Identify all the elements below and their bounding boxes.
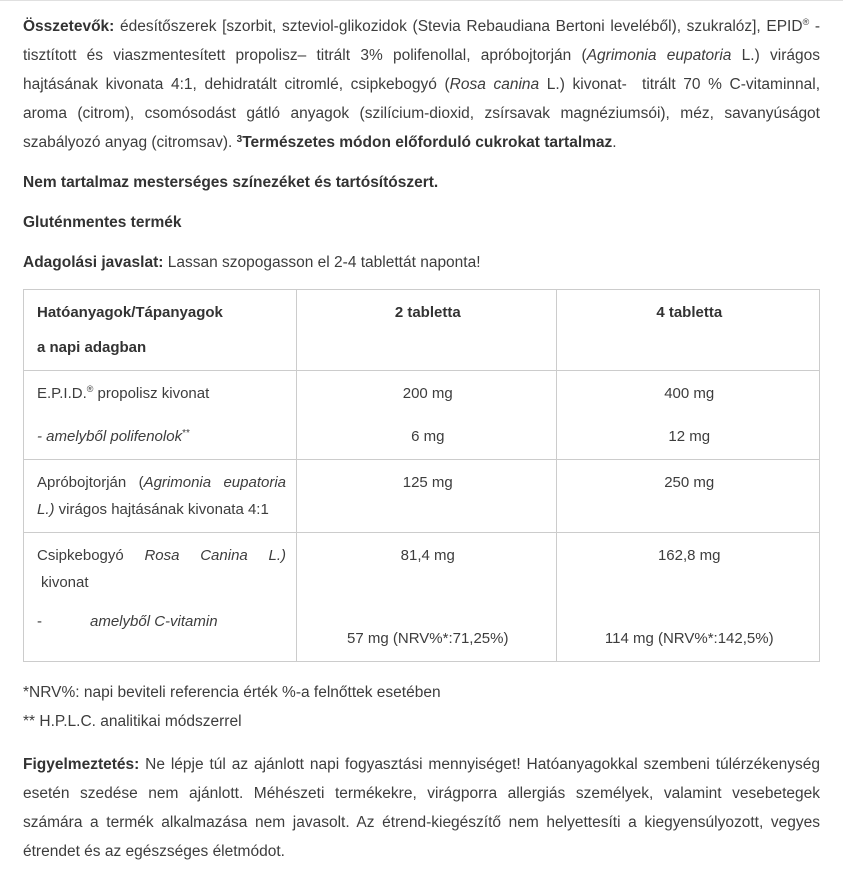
cell-epid-label <box>24 371 297 460</box>
nutrition-table <box>23 289 820 662</box>
cvitamin-4tab-value: 114 mg (NRV%*:142,5%) <box>604 630 774 647</box>
table-row-rosehip <box>24 533 820 662</box>
agrimony-latin-line1: Agrimonia eupatoria <box>143 474 287 491</box>
footnote-hplc: ** H.P.L.C. analitikai módszerrel <box>23 713 242 730</box>
latin-name-agrimonia: Agrimonia eupatoria <box>586 47 732 64</box>
table-row-epid-propolis <box>24 371 820 460</box>
cell-agrimony-2tab: 125 mg <box>297 460 556 533</box>
gluten-free-statement: Gluténmentes termék <box>23 214 182 231</box>
ingredients-text-2: - tisztított és viaszmentesített propolisz– titrált 3% polifenollal, apróbojtorján ( <box>23 18 820 64</box>
cell-rosehip-2tab <box>297 533 556 662</box>
agrimony-desc: virágos hajtásának kivonata 4:1 <box>54 501 269 518</box>
header-line-1: Hatóanyagok/Tápanyagok <box>37 304 223 321</box>
rosehip-name: Csipkebogyó <box>37 547 124 564</box>
epid-name-rest: propolisz kivonat <box>93 385 210 402</box>
polyphenols-4tab-value: 12 mg <box>668 428 711 445</box>
epid-registered-sup: ® <box>86 384 94 394</box>
polyphenols-subline: - amelyből polifenolok <box>37 428 183 445</box>
epid-2tab-value: 200 mg <box>402 385 453 402</box>
no-artificial-colorants-statement: Nem tartalmaz mesterséges színezéket és tartósítószert. <box>23 174 439 191</box>
cell-epid-2tab <box>297 371 556 460</box>
ingredients-text-1: édesítőszerek [szorbit, szteviol-glikozidok (Stevia Rebaudiana Bertoni leveléből), szukralóz], EPID <box>114 18 803 35</box>
footnotes <box>23 678 820 736</box>
cell-agrimony-label <box>24 460 297 533</box>
ingredients-text-3: L.) virágos hajtásának kivonata 4:1, dehidratált citromlé, csipkebogyó ( <box>23 47 820 93</box>
table-row-agrimony <box>24 460 820 533</box>
dosage-text: Lassan szopogasson el 2-4 tablettát naponta! <box>163 254 481 271</box>
cvitamin-2tab-value: 57 mg (NRV%*:71,25%) <box>347 630 509 647</box>
ingredients-text-4: L.) kivonat- titrált 70 % C-vitaminnal, aroma (citrom), csomósodást gátló anyagok (szilícium-dioxid, zsírsavak magnéziumsói), méz, savanyúságot szabályozó anyag (citromsav). <box>23 76 820 151</box>
cell-epid-4tab <box>556 371 820 460</box>
ingredients-paragraph <box>23 12 820 157</box>
footnote-nrv: *NRV%: napi beviteli referencia érték %-a felnőttek esetében <box>23 684 441 701</box>
agrimony-name: Apróbojtorján ( <box>37 474 144 491</box>
table-header-row <box>24 290 820 371</box>
cell-agrimony-4tab: 250 mg <box>556 460 820 533</box>
header-cell-active-ingredients <box>24 290 297 371</box>
epid-4tab-value: 400 mg <box>664 385 715 402</box>
registered-trademark-sup: ® <box>802 17 810 27</box>
warning-paragraph <box>23 750 820 866</box>
rosehip-4tab-value: 162,8 mg <box>657 547 721 564</box>
sentence-period: . <box>612 134 617 151</box>
footnote-3-sup: 3 <box>236 134 243 145</box>
cell-rosehip-label <box>24 533 297 662</box>
double-asterisk-sup: ** <box>182 428 190 439</box>
rosehip-name-2: kivonat <box>41 574 89 591</box>
dosage-label: Adagolási javaslat: <box>23 254 164 271</box>
warning-label: Figyelmeztetés: <box>23 756 140 773</box>
dosage-paragraph <box>23 248 820 277</box>
latin-name-rosa-canina: Rosa canina <box>449 76 540 93</box>
natural-sugars-statement: Természetes módon előforduló cukrokat tartalmaz <box>242 134 613 151</box>
cell-rosehip-4tab <box>556 533 820 662</box>
cvitamin-subline: amelyből C-vitamin <box>90 613 218 630</box>
rosehip-latin: Rosa Canina L.) <box>144 547 287 564</box>
cvitamin-dash: - <box>37 613 42 630</box>
warning-text: Ne lépje túl az ajánlott napi fogyasztási mennyiséget! Hatóanyagokkal szembeni túlérzékenység esetén szedése nem ajánlott. Méhészeti termékekre, virágporra allergiás személyek, valamint vesebetegek számára a termék alkalmazása nem javasolt. Az étrend-kiegészítő nem helyettesíti a kiegyensúlyozott, vegyes étrendet és az egészséges életmódot. <box>23 756 820 860</box>
header-cell-2-tablets: 2 tabletta <box>297 290 556 371</box>
header-line-2: a napi adagban <box>37 339 147 356</box>
epid-name: E.P.I.D. <box>37 385 87 402</box>
ingredients-label: Összetevők: <box>23 18 115 35</box>
header-cell-4-tablets: 4 tabletta <box>556 290 820 371</box>
agrimony-latin-line2: L.) <box>37 501 55 518</box>
rosehip-2tab-value: 81,4 mg <box>400 547 455 564</box>
polyphenols-2tab-value: 6 mg <box>411 428 445 445</box>
